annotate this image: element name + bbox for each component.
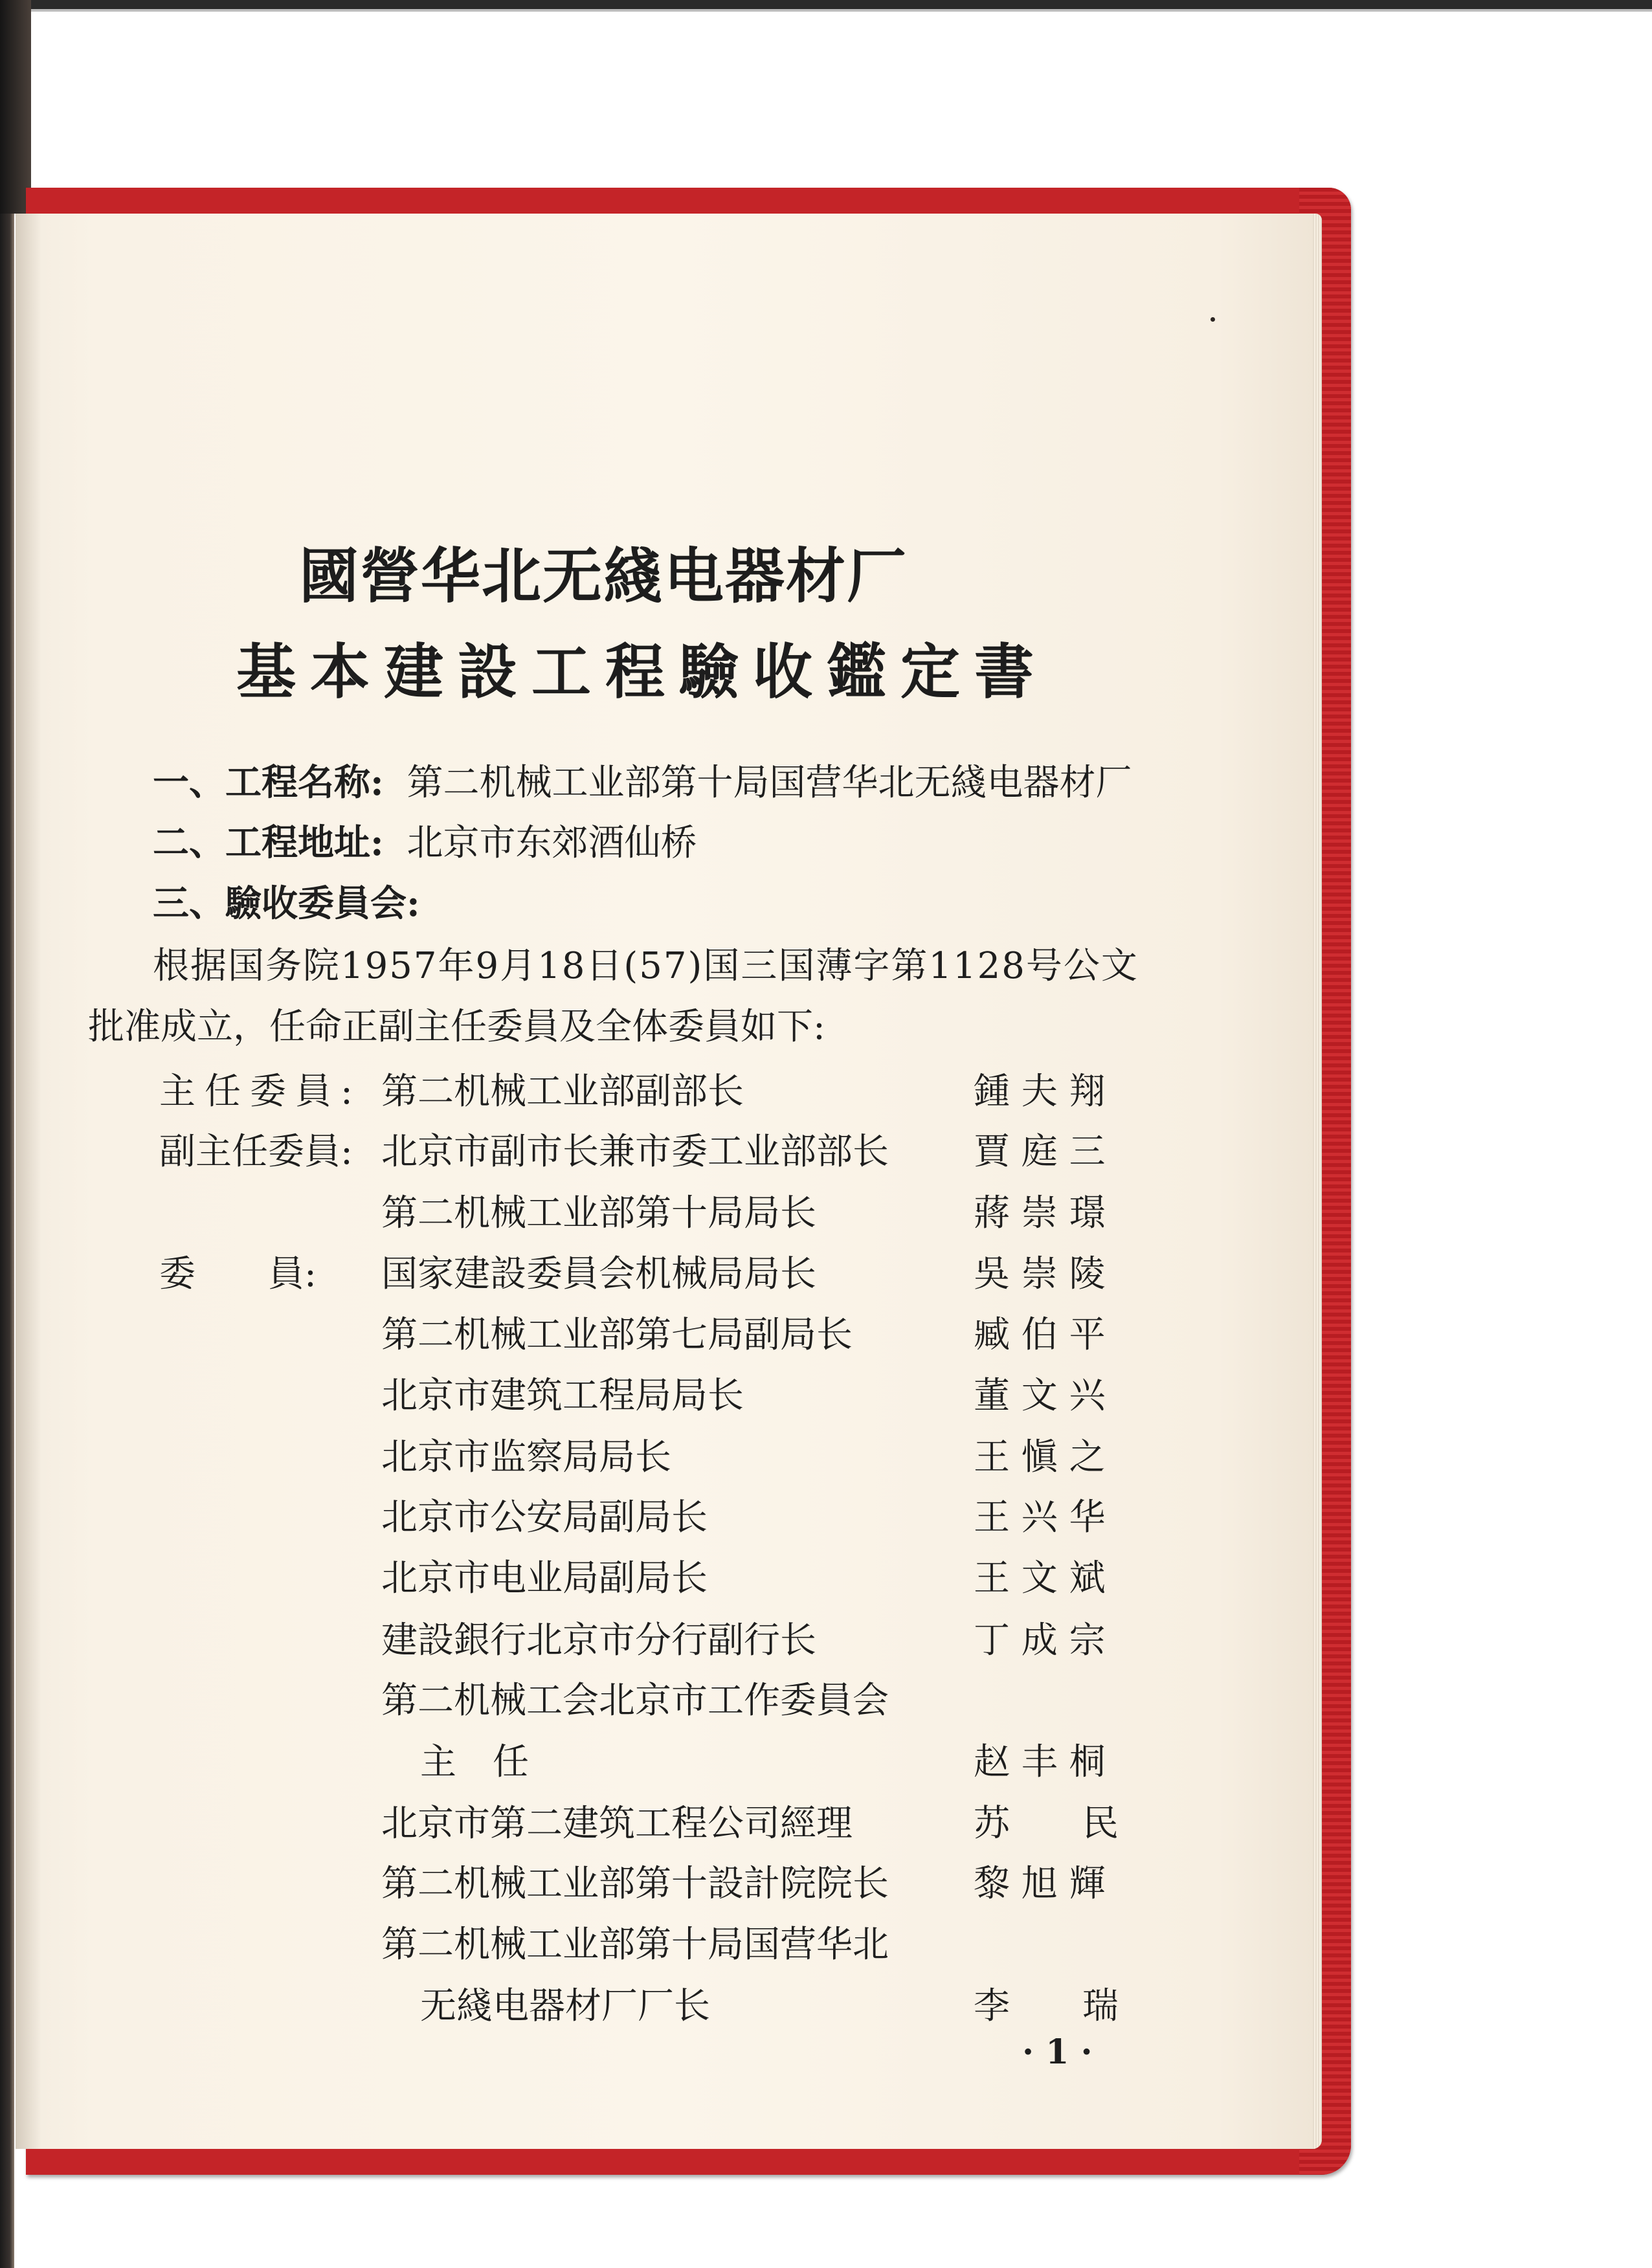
committee-position: 国家建設委員会机械局局长 bbox=[381, 1253, 816, 1295]
role-label-vice-chair: 副主任委員: bbox=[159, 1131, 353, 1173]
section-2 bbox=[153, 814, 697, 866]
committee-member-name: 苏 民 bbox=[974, 1803, 1119, 1845]
scan-left-shadow bbox=[0, 0, 31, 214]
section-1-label: 一、工程名称: bbox=[153, 761, 384, 804]
page-gutter-shadow bbox=[16, 214, 41, 2149]
committee-member-name: 賈 庭 三 bbox=[974, 1131, 1106, 1173]
page-edge bbox=[1313, 214, 1322, 2149]
committee-position: 第二机械工业部第七局副局长 bbox=[381, 1314, 853, 1356]
committee-position: 第二机械工业部副部长 bbox=[381, 1071, 744, 1113]
committee-member-name: 鍾 夫 翔 bbox=[974, 1071, 1106, 1113]
section-3-label: 三、驗收委員会: bbox=[153, 882, 420, 925]
committee-position: 北京市电业局副局长 bbox=[381, 1557, 708, 1599]
scan-top-strip bbox=[0, 9, 1652, 12]
committee-member-name: 黎 旭 輝 bbox=[974, 1863, 1106, 1905]
document-title-line2: 基本建設工程驗收鑑定書 bbox=[236, 637, 1048, 707]
document-page bbox=[16, 214, 1322, 2149]
committee-member-name: 董 文 兴 bbox=[974, 1375, 1106, 1417]
committee-position: 第二机械工业部第十局国营华北 bbox=[381, 1924, 889, 1966]
section-2-value: 北京市东郊酒仙桥 bbox=[407, 822, 697, 864]
committee-member-name: 蔣 崇 璟 bbox=[974, 1192, 1106, 1234]
committee-position: 第二机械工业部第十局局长 bbox=[381, 1192, 816, 1234]
section-1-value: 第二机械工业部第十局国营华北无綫电器材厂 bbox=[407, 762, 1132, 804]
committee-member-name: 吳 崇 陵 bbox=[974, 1253, 1106, 1295]
committee-member-name: 王 兴 华 bbox=[974, 1496, 1106, 1539]
committee-member-name: 王 文 斌 bbox=[974, 1557, 1106, 1599]
committee-position: 北京市公安局副局长 bbox=[381, 1496, 708, 1539]
committee-member-name: 臧 伯 平 bbox=[974, 1314, 1106, 1356]
section-1 bbox=[153, 754, 1132, 806]
committee-member-name: 王 愼 之 bbox=[974, 1436, 1106, 1478]
paragraph-line-1: 根据国务院1957年9月18日(57)国三国薄字第1128号公文 bbox=[153, 945, 1139, 987]
committee-member-name: 赵 丰 桐 bbox=[974, 1741, 1106, 1783]
committee-position: 北京市监察局局长 bbox=[381, 1436, 671, 1478]
committee-position: 主 任 bbox=[420, 1741, 529, 1783]
scan-top-edge bbox=[0, 0, 1652, 9]
committee-position: 无綫电器材厂厂长 bbox=[420, 1985, 710, 2027]
committee-position: 北京市第二建筑工程公司經理 bbox=[381, 1803, 853, 1845]
paragraph-line-2: 批准成立，任命正副主任委員及全体委員如下: bbox=[88, 1006, 825, 1048]
committee-position: 建設銀行北京市分行副行长 bbox=[381, 1619, 816, 1662]
document-title-line1: 國營华北无綫电器材厂 bbox=[298, 541, 908, 611]
committee-position: 北京市副市长兼市委工业部部长 bbox=[381, 1131, 889, 1173]
committee-member-name: 丁 成 宗 bbox=[974, 1619, 1106, 1662]
role-label-members: 委 員: bbox=[159, 1253, 317, 1295]
scan-left-edge bbox=[0, 0, 14, 2268]
ink-speck bbox=[1211, 317, 1215, 322]
committee-position: 第二机械工会北京市工作委員会 bbox=[381, 1680, 889, 1722]
role-label-chair: 主任委員: bbox=[159, 1071, 362, 1113]
section-2-label: 二、工程地址: bbox=[153, 821, 384, 864]
committee-member-name: 李 瑞 bbox=[974, 1985, 1119, 2027]
committee-position: 第二机械工业部第十設計院院长 bbox=[381, 1863, 889, 1905]
page-number: · 1 · bbox=[1022, 2032, 1093, 2072]
committee-position: 北京市建筑工程局局长 bbox=[381, 1375, 744, 1417]
